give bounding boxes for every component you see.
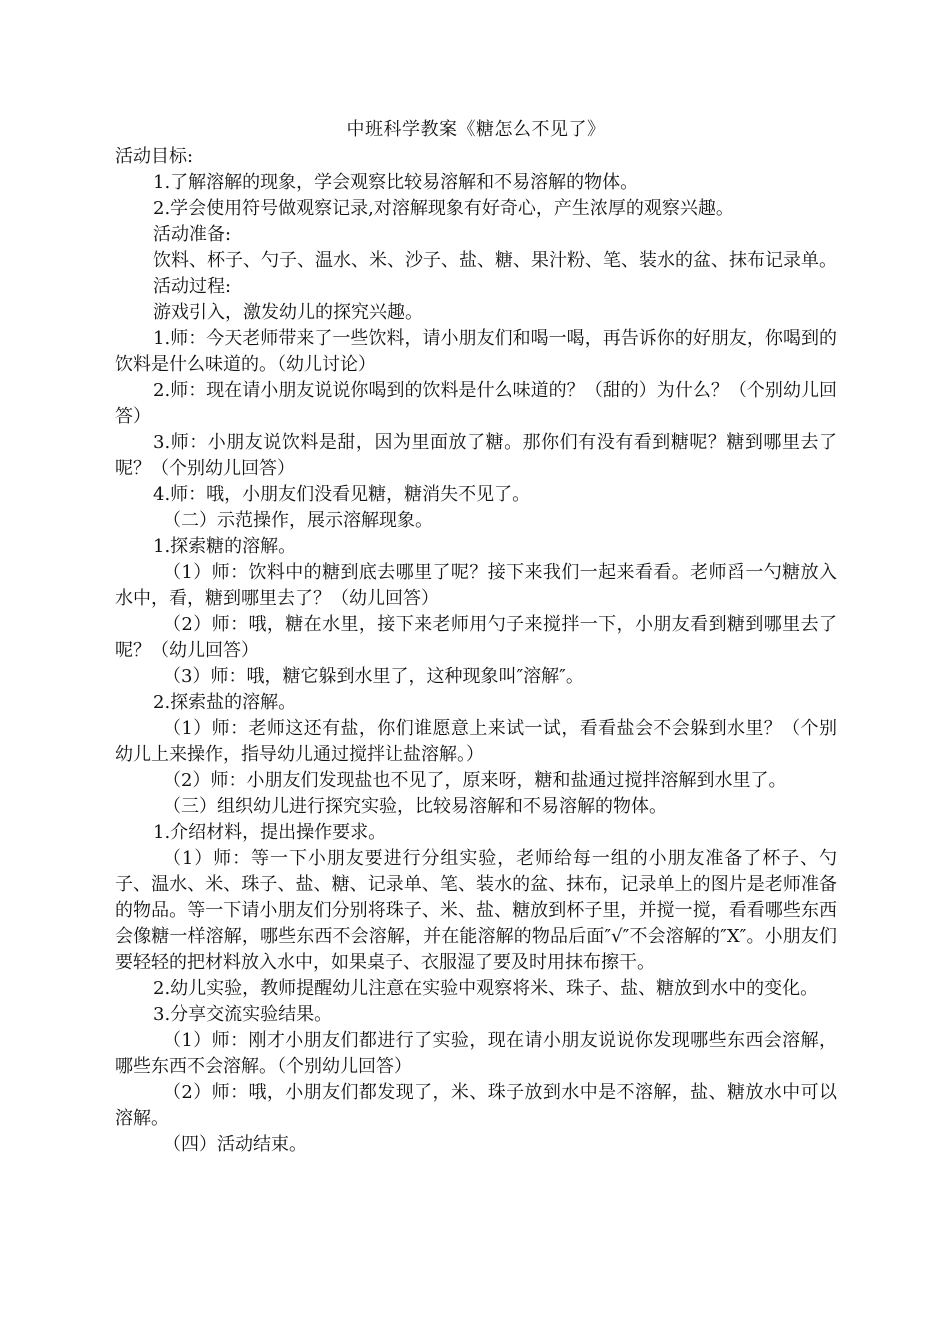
paragraph: 2.幼儿实验，教师提醒幼儿注意在实验中观察将米、珠子、盐、糖放到水中的变化。 — [153, 978, 819, 999]
paragraph: （三）组织幼儿进行探究实验，比较易溶解和不易溶解的物体。 — [163, 796, 667, 817]
paragraph: （1）师：等一下小朋友要进行分组实验，老师给每一组的小朋友准备了杯子、勺子、温水、米、珠子、盐、糖、记录单、笔、装水的盆、抹布，记录单上的图片是老师准备的物品。等一下请小朋友们分别将珠子、米、盐、糖放到杯子里，并搅一搅，看看哪些东西会像糖一样溶解，哪些东西不会溶解，并在能溶解的物品后面″√″不会溶解的″X″。小朋友们要轻轻的把材料放入水中，如果桌子、衣服湿了要及时用抹布擦干。 — [115, 848, 837, 973]
paragraph: 3.分享交流实验结果。 — [153, 1004, 333, 1025]
paragraph: 2.探索盐的溶解。 — [153, 692, 297, 713]
paragraph: 1.师：今天老师带来了一些饮料，请小朋友们和喝一喝，再告诉你的好朋友，你喝到的饮料是什么味道的。（幼儿讨论） — [115, 328, 837, 375]
paragraph: 2.学会使用符号做观察记录,对溶解现象有好奇心，产生浓厚的观察兴趣。 — [153, 198, 734, 219]
paragraph: 3.师：小朋友说饮料是甜，因为里面放了糖。那你们有没有看到糖呢？糖到哪里去了呢？（个别幼儿回答） — [115, 432, 837, 479]
paragraph: （2）师：哦，糖在水里，接下来老师用勺子来搅拌一下，小朋友看到糖到哪里去了呢？（幼儿回答） — [115, 614, 837, 661]
paragraph: （二）示范操作，展示溶解现象。 — [163, 510, 433, 531]
paragraph: 活动目标: — [115, 146, 194, 167]
paragraph: （1）师：刚才小朋友们都进行了实验，现在请小朋友说说你发现哪些东西会溶解，哪些东西不会溶解。（个别幼儿回答） — [115, 1030, 837, 1077]
paragraph: 2.师：现在请小朋友说说你喝到的饮料是什么味道的？（甜的）为什么？（个别幼儿回答） — [115, 380, 837, 427]
paragraph: （1）师：饮料中的糖到底去哪里了呢？接下来我们一起来看看。老师舀一勺糖放入水中，看，糖到哪里去了？（幼儿回答） — [115, 562, 837, 609]
paragraph: 1.了解溶解的现象，学会观察比较易溶解和不易溶解的物体。 — [153, 172, 639, 193]
document-page — [115, 118, 837, 1158]
paragraph: （四）活动结束。 — [163, 1134, 307, 1155]
paragraph: （2）师：小朋友们发现盐也不见了，原来呀，糖和盐通过搅拌溶解到水里了。 — [163, 770, 787, 791]
paragraph: （3）师：哦，糖它躲到水里了，这种现象叫″溶解″。 — [163, 666, 584, 687]
paragraph: 1.探索糖的溶解。 — [153, 536, 297, 557]
document-title: 中班科学教案《糖怎么不见了》 — [346, 119, 606, 140]
paragraph: （1）师：老师这还有盐，你们谁愿意上来试一试，看看盐会不会躲到水里？（个别幼儿上来操作，指导幼儿通过搅拌让盐溶解。） — [115, 718, 837, 765]
document-body — [115, 144, 837, 1158]
paragraph: 活动过程: — [153, 276, 232, 297]
paragraph: （2）师：哦，小朋友们都发现了，米、珠子放到水中是不溶解，盐、糖放水中可以溶解。 — [115, 1082, 837, 1129]
paragraph: 活动准备: — [153, 224, 232, 245]
paragraph: 游戏引入，激发幼儿的探究兴趣。 — [153, 302, 423, 323]
paragraph: 1.介绍材料，提出操作要求。 — [153, 822, 387, 843]
paragraph: 饮料、杯子、勺子、温水、米、沙子、盐、糖、果汁粉、笔、装水的盆、抹布记录单。 — [153, 250, 837, 271]
paragraph: 4.师：哦，小朋友们没看见糖，糖消失不见了。 — [153, 484, 531, 505]
